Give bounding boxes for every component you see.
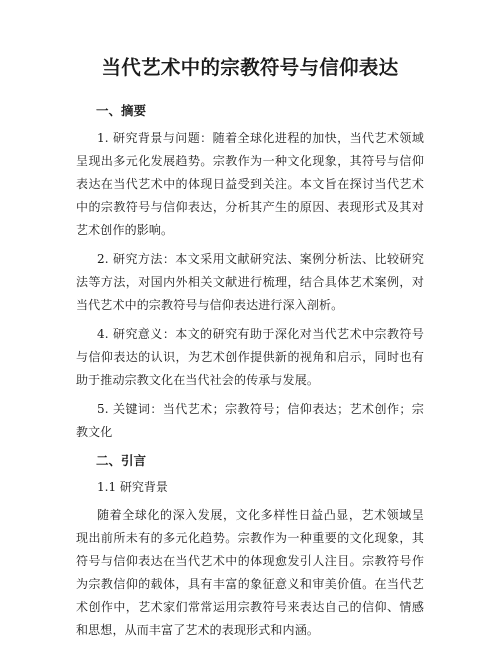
paragraph: 随着全球化的深入发展，文化多样性日益凸显，艺术领域呈现出前所未有的多元化趋势。宗教作为一种重要的文化现象，其符号与信仰表达在当代艺术中的体现愈发引人注目。宗教符号作为宗教信仰的载体，具有丰富的象征意义和审美价值。在当代艺术创作中，艺术家们常常运用宗教符号来表达自己的信仰、情感和思想，从而丰富了艺术的表现形式和内涵。 <box>76 508 424 637</box>
subsection-heading: 1.1 研究背景 <box>97 480 168 494</box>
paragraph: 4. 研究意义：本文的研究有助于深化对当代艺术中宗教符号与信仰表达的认识，为艺术创作提供新的视角和启示，同时也有助于推动宗教文化在当代社会的传承与发展。 <box>76 327 424 387</box>
document-title: 当代艺术中的宗教符号与信仰表达 <box>101 56 399 79</box>
paragraph: 2. 研究方法：本文采用文献研究法、案例分析法、比较研究法等方法，对国内外相关文献进行梳理，结合具体艺术案例，对当代艺术中的宗教符号与信仰表达进行深入剖析。 <box>76 252 424 312</box>
section-heading: 二、引言 <box>96 453 147 468</box>
section-abstract <box>76 100 424 444</box>
section-heading: 一、摘要 <box>96 103 147 118</box>
paragraph: 1. 研究背景与问题：随着全球化进程的加快，当代艺术领域呈现出多元化发展趋势。宗教作为一种文化现象，其符号与信仰表达在当代艺术中的体现日益受到关注。本文旨在探讨当代艺术中的宗教符号与信仰表达，分析其产生的原因、表现形式及其对艺术创作的影响。 <box>76 131 424 237</box>
paragraph: 5. 关键词：当代艺术；宗教符号；信仰表达；艺术创作；宗教文化 <box>76 402 424 439</box>
section-introduction <box>76 450 424 642</box>
